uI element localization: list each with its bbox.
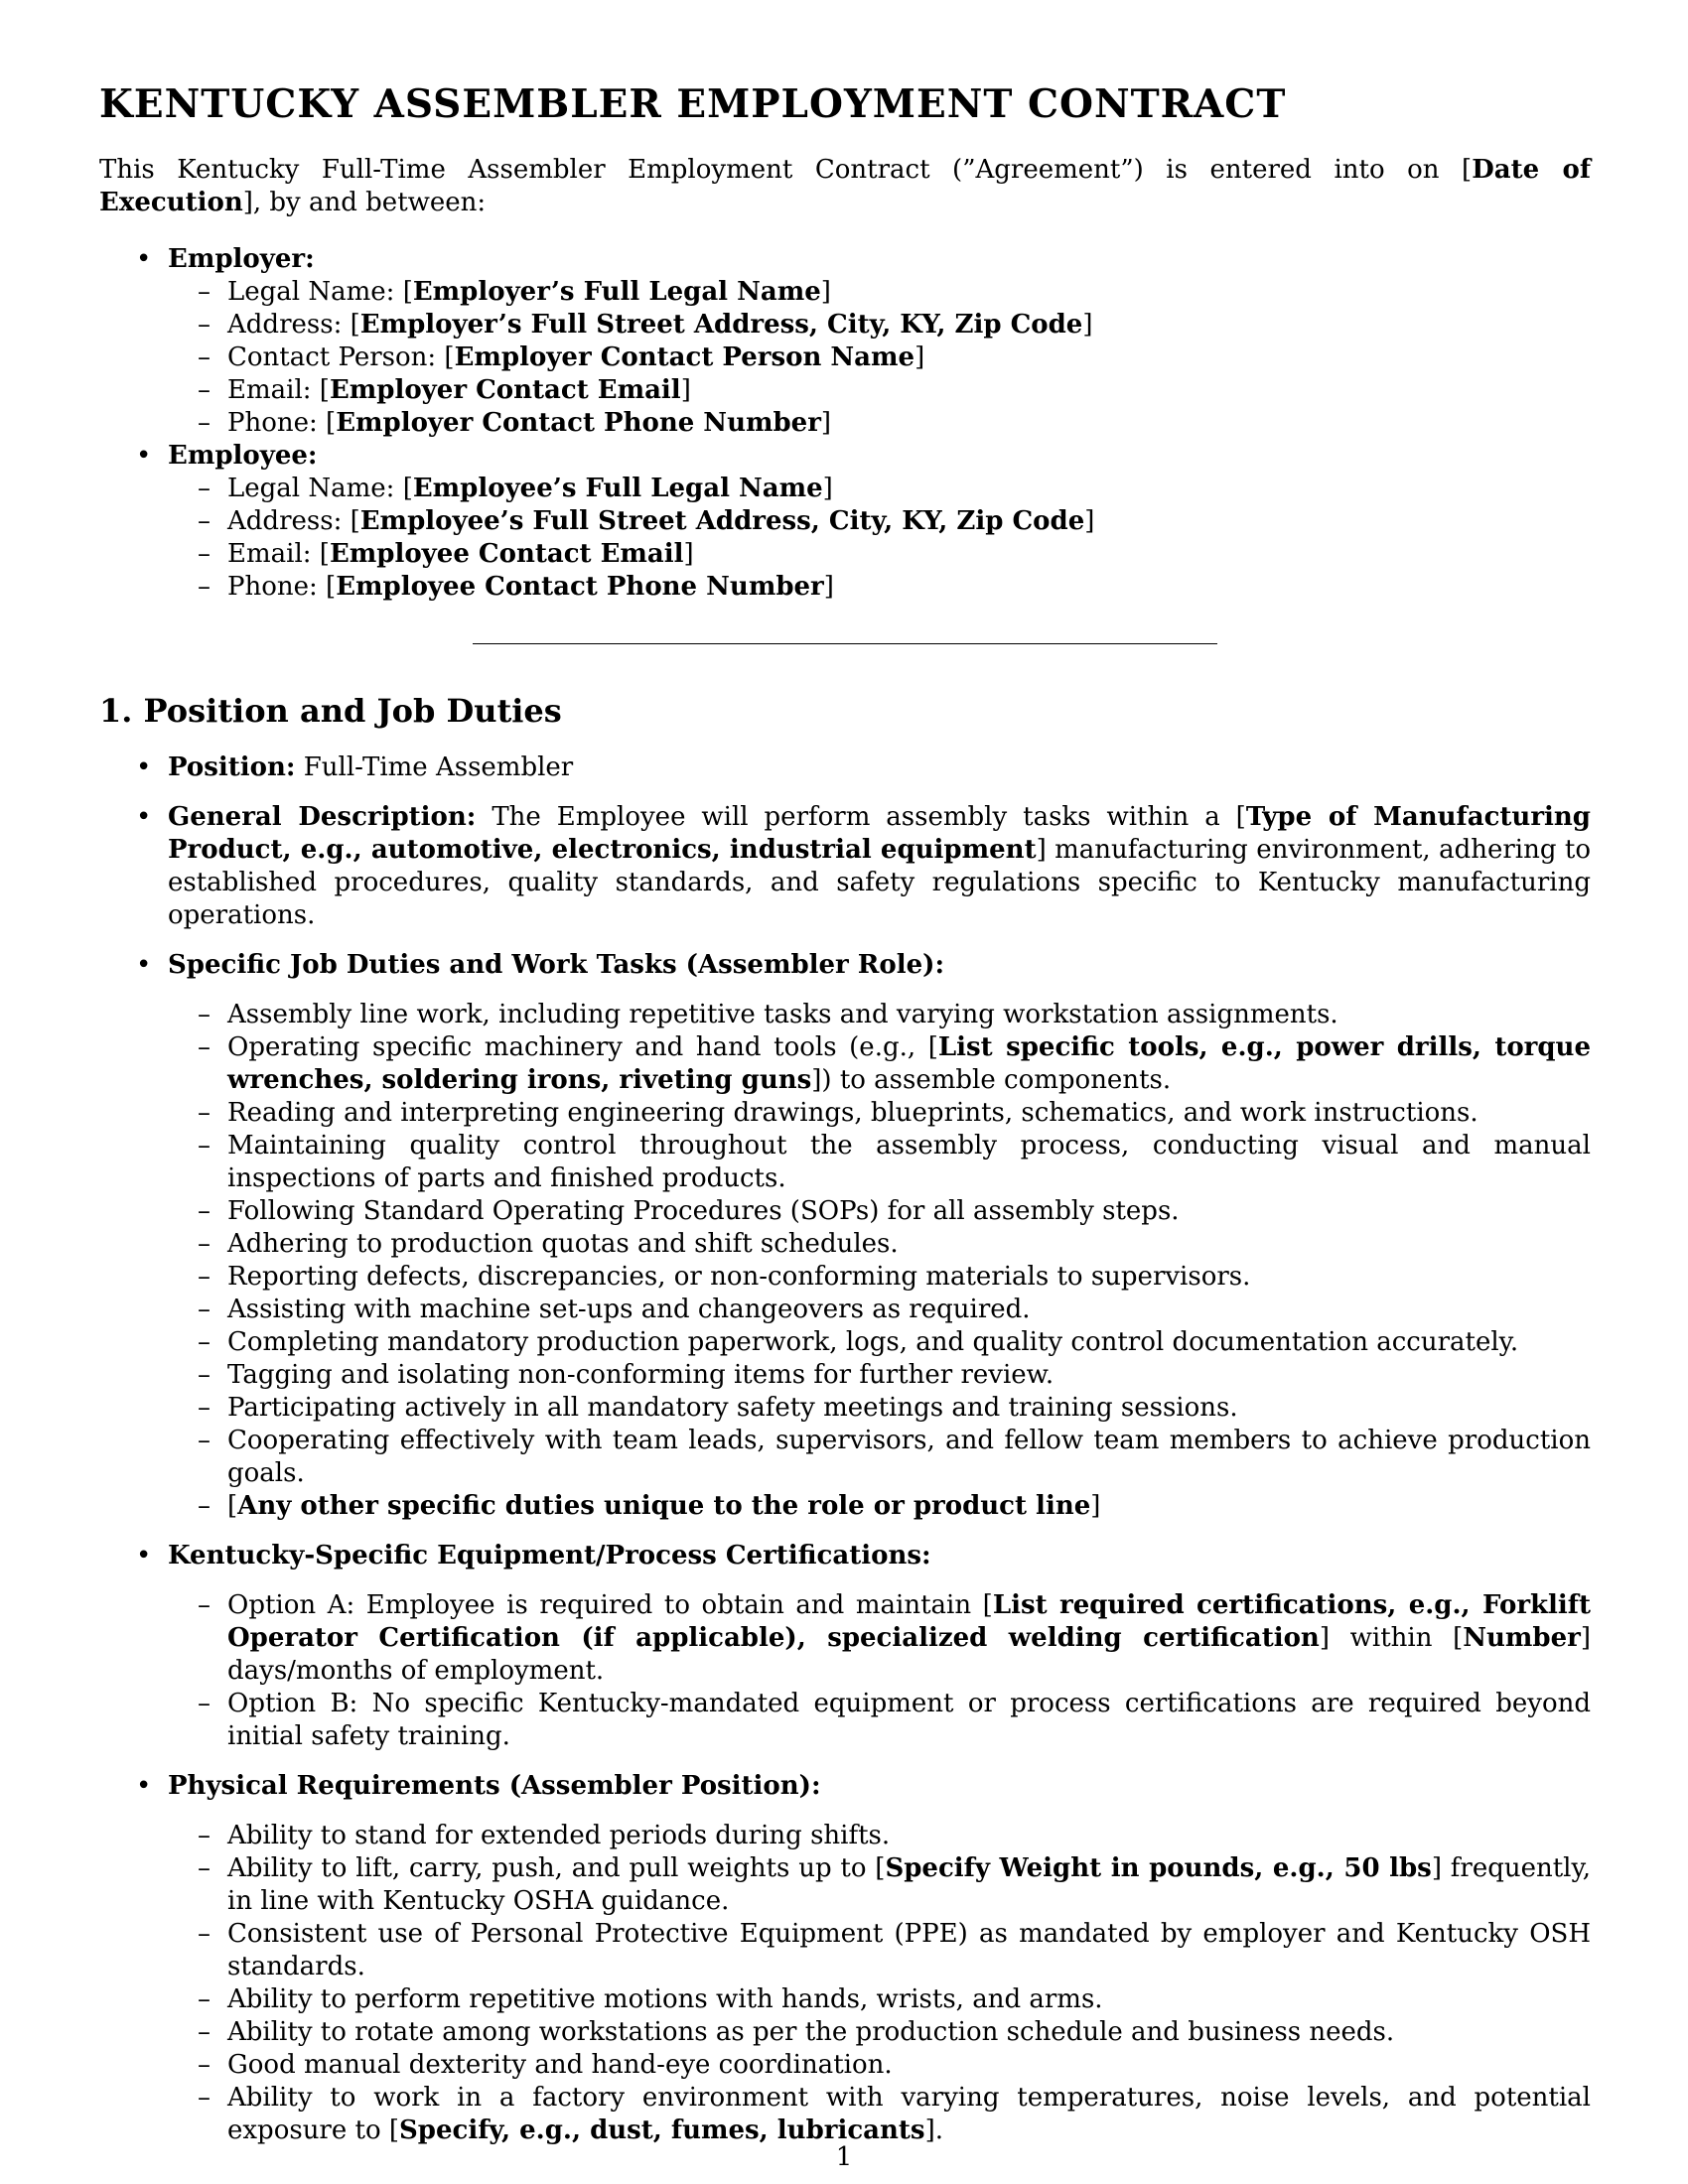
cert-option-a: – Option A: Employee is required to obtain and maintain [List required certifications, e.g., Forklift Operator Certification (if applicable), specialized welding certification] within [Number] days/months of employment. bbox=[168, 1589, 1591, 1688]
certifications-heading: Kentucky-Specific Equipment/Process Certifications: bbox=[168, 1541, 931, 1570]
duty-item: – Completing mandatory production paperwork, logs, and quality control documentation accurately. bbox=[168, 1326, 1591, 1359]
duty-item: – [Any other specific duties unique to the role or product line] bbox=[168, 1490, 1591, 1523]
duty-item: – Assisting with machine set-ups and changeovers as required. bbox=[168, 1294, 1591, 1326]
parties-list bbox=[99, 243, 1591, 604]
duty-item: – Reading and interpreting engineering drawings, blueprints, schematics, and work instructions. bbox=[168, 1097, 1591, 1130]
employee-field-legal-name: – Legal Name: [Employee’s Full Legal Name] bbox=[168, 473, 1591, 505]
requirement-item: – Good manual dexterity and hand-eye coordination. bbox=[168, 2049, 1591, 2082]
employer-fields bbox=[168, 276, 1591, 440]
employer-field-phone: – Phone: [Employer Contact Phone Number] bbox=[168, 407, 1591, 440]
duty-item: – Operating specific machinery and hand tools (e.g., [List specific tools, e.g., power drills, torque wrenches, soldering irons, riveting guns]) to assemble components. bbox=[168, 1031, 1591, 1097]
duty-item: – Cooperating effectively with team leads, supervisors, and fellow team members to achieve production goals. bbox=[168, 1425, 1591, 1490]
employee-field-email: – Email: [Employee Contact Email] bbox=[168, 538, 1591, 571]
page-title: KENTUCKY ASSEMBLER EMPLOYMENT CONTRACT bbox=[99, 81, 1287, 127]
employer-field-legal-name: – Legal Name: [Employer’s Full Legal Name] bbox=[168, 276, 1591, 309]
employer-heading: Employer: bbox=[168, 244, 315, 274]
intro-text: This Kentucky Full-Time Assembler Employment Contract (”Agreement”) is entered into on [ bbox=[99, 155, 1473, 185]
section-1-heading: 1. Position and Job Duties bbox=[99, 692, 562, 730]
employer-field-contact-person: – Contact Person: [Employer Contact Person Name] bbox=[168, 341, 1591, 374]
intro-paragraph bbox=[99, 154, 1591, 219]
physical-requirements-heading: Physical Requirements (Assembler Position): bbox=[168, 1771, 821, 1801]
employee-heading: Employee: bbox=[168, 441, 318, 471]
employer-field-address: – Address: [Employer’s Full Street Address, City, KY, Zip Code] bbox=[168, 309, 1591, 341]
duty-item: – Assembly line work, including repetitive tasks and varying workstation assignments. bbox=[168, 999, 1591, 1031]
physical-requirements-list bbox=[168, 1820, 1591, 2147]
certifications-item bbox=[99, 1540, 1591, 1753]
physical-requirements-item bbox=[99, 1770, 1591, 2147]
job-duties-heading: Specific Job Duties and Work Tasks (Assembler Role): bbox=[168, 950, 945, 980]
page-number: 1 bbox=[835, 2142, 853, 2172]
general-description-item: • General Description: The Employee will perform assembly tasks within a [Type of Manufacturing Product, e.g., automotive, electronics, industrial equipment] manufacturing environment, adhering to established procedures, quality standards, and safety regulations specific to Kentucky manufacturing operations. bbox=[99, 801, 1591, 932]
certifications-list bbox=[168, 1589, 1591, 1753]
duty-item: – Participating actively in all mandatory safety meetings and training sessions. bbox=[168, 1392, 1591, 1425]
requirement-item: – Ability to rotate among workstations as per the production schedule and business needs. bbox=[168, 2016, 1591, 2049]
cert-option-b: – Option B: No specific Kentucky-mandated equipment or process certifications are required beyond initial safety training. bbox=[168, 1688, 1591, 1753]
employer-field-email: – Email: [Employer Contact Email] bbox=[168, 374, 1591, 407]
duty-item: – Following Standard Operating Procedures (SOPs) for all assembly steps. bbox=[168, 1195, 1591, 1228]
intro-text-end: ], by and between: bbox=[242, 188, 487, 217]
employee-block bbox=[99, 440, 1591, 604]
requirement-item: – Ability to stand for extended periods during shifts. bbox=[168, 1820, 1591, 1852]
requirement-item: – Ability to work in a factory environment with varying temperatures, noise levels, and potential exposure to [Specify, e.g., dust, fumes, lubricants]. bbox=[168, 2082, 1591, 2147]
employee-field-phone: – Phone: [Employee Contact Phone Number] bbox=[168, 571, 1591, 604]
employee-field-address: – Address: [Employee’s Full Street Address, City, KY, Zip Code] bbox=[168, 505, 1591, 538]
job-duties-list bbox=[168, 999, 1591, 1523]
horizontal-divider bbox=[473, 643, 1217, 644]
employer-block bbox=[99, 243, 1591, 440]
section-1-list bbox=[99, 751, 1591, 2147]
requirement-item: – Consistent use of Personal Protective Equipment (PPE) as mandated by employer and Kentucky OSH standards. bbox=[168, 1918, 1591, 1983]
duty-item: – Reporting defects, discrepancies, or non-conforming materials to supervisors. bbox=[168, 1261, 1591, 1294]
duty-item: – Maintaining quality control throughout the assembly process, conducting visual and manual inspections of parts and finished products. bbox=[168, 1130, 1591, 1195]
position-item: • Position: Full-Time Assembler bbox=[99, 751, 1591, 784]
requirement-item: – Ability to lift, carry, push, and pull weights up to [Specify Weight in pounds, e.g., 50 lbs] frequently, in line with Kentucky OSHA guidance. bbox=[168, 1852, 1591, 1918]
duty-item: – Tagging and isolating non-conforming items for further review. bbox=[168, 1359, 1591, 1392]
requirement-item: – Ability to perform repetitive motions with hands, wrists, and arms. bbox=[168, 1983, 1591, 2016]
employee-fields bbox=[168, 473, 1591, 604]
date-placeholder: Date of Execution bbox=[99, 155, 1592, 217]
job-duties-item bbox=[99, 949, 1591, 1523]
document-body bbox=[99, 81, 1591, 2164]
duty-item: – Adhering to production quotas and shift schedules. bbox=[168, 1228, 1591, 1261]
